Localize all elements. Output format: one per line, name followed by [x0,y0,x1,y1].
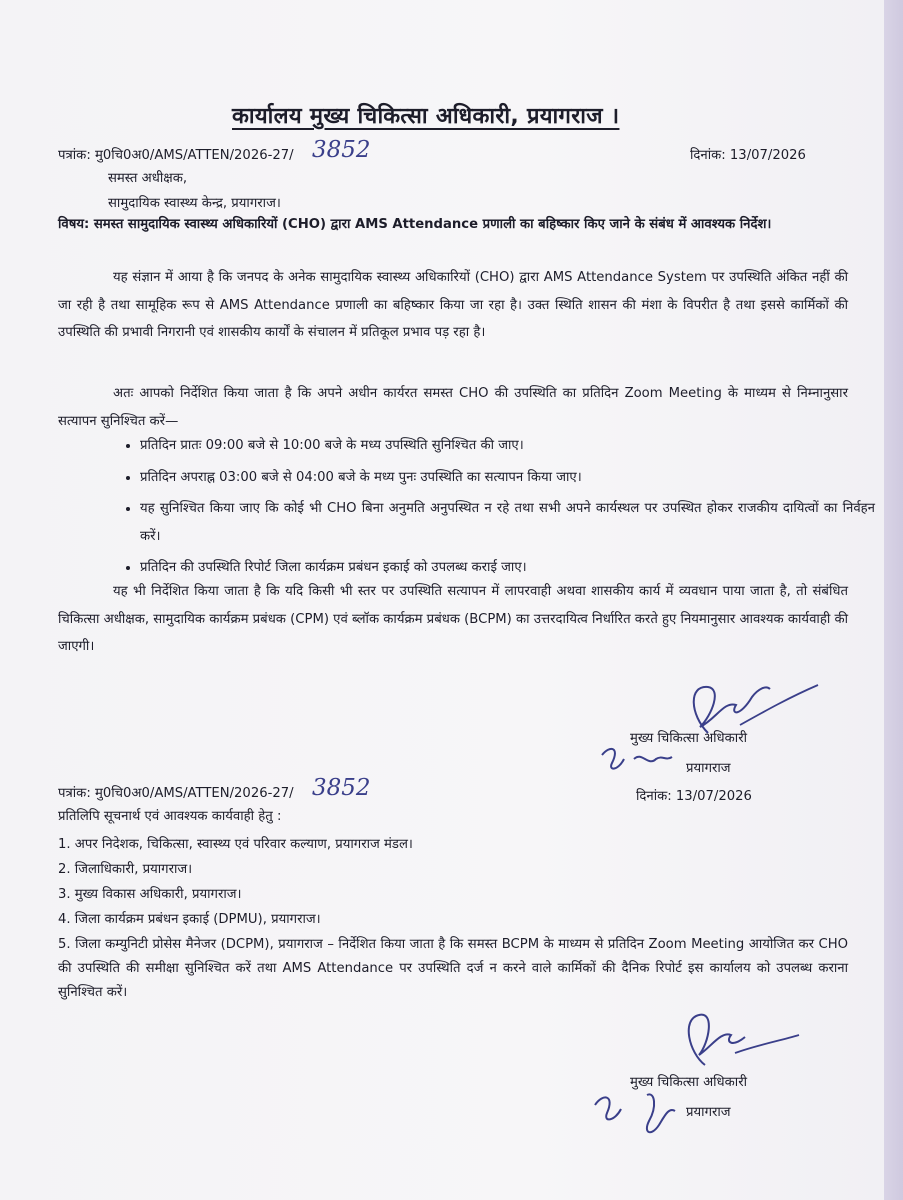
instruction-item: • प्रतिदिन प्रातः 09:00 बजे से 10:00 बजे के मध्य उपस्थिति सुनिश्चित की जाए। [140,432,875,460]
instruction-item: • प्रतिदिन अपराह्न 03:00 बजे से 04:00 बजे के मध्य पुनः उपस्थिति का सत्यापन किया जाए। [140,464,875,492]
date-label: दिनांक: 13/07/2026 [690,148,806,163]
signatory-designation: मुख्य चिकित्सा अधिकारी [630,731,748,746]
copy-item: 3. मुख्य विकास अधिकारी, प्रयागराज। [58,887,242,902]
signatory-place: प्रयागराज [686,1105,731,1120]
copy-handwritten-ref-number: 3852 [312,775,371,801]
instruction-item: • यह सुनिश्चित किया जाए कि कोई भी CHO बिना अनुमति अनुपस्थित न रहे तथा सभी अपने कार्यस्थल पर उपस्थित होकर राजकीय दायित्वों का निर्वहन करें। [140,495,875,550]
copy-reference-prefix: पत्रांक: मु0चि0अ0/AMS/ATTEN/2026-27/ [58,786,294,801]
copy-item: 2. जिलाधिकारी, प्रयागराज। [58,862,193,877]
handwritten-signature-icon [585,995,815,1145]
instruction-list [110,432,875,586]
background-edge [884,0,903,1200]
subject-line: विषय: समस्त सामुदायिक स्वास्थ्य अधिकारियों (CHO) द्वारा AMS Attendance प्रणाली का बहिष्कार किए जाने के संबंध में आवश्यक निर्देश। [58,217,772,232]
copy-item: 5. जिला कम्युनिटी प्रोसेस मैनेजर (DCPM), प्रयागराज – निर्देशित किया जाता है कि समस्त BCPM के माध्यम से प्रतिदिन Zoom Meeting आयोजित कर CHO की उपस्थिति की समीक्षा सुनिश्चित करें तथा AMS Attendance पर उपस्थिति दर्ज न करने वाले कार्मिकों की दैनिक रिपोर्ट इस कार्यालय को उपलब्ध कराना सुनिश्चित करें। [58,937,848,1000]
body-paragraph-3: यह भी निर्देशित किया जाता है कि यदि किसी भी स्तर पर उपस्थिति सत्यापन में लापरवाही अथवा शासकीय कार्य में व्यवधान पाया जाता है, तो संबंधित चिकित्सा अधीक्षक, सामुदायिक कार्यक्रम प्रबंधक (CPM) एवं ब्लॉक कार्यक्रम प्रबंधक (BCPM) का उत्तरदायित्व निर्धारित करते हुए नियमानुसार आवश्यक कार्यवाही की जाएगी। [58,584,848,654]
reference-prefix: पत्रांक: मु0चि0अ0/AMS/ATTEN/2026-27/ [58,148,294,163]
addressee-line-2: सामुदायिक स्वास्थ्य केन्द्र, प्रयागराज। [108,196,281,211]
office-title: कार्यालय मुख्य चिकित्सा अधिकारी, प्रयागराज । [232,104,620,129]
reference-number [58,145,294,163]
signatory-place: प्रयागराज [686,761,731,776]
copy-item: 4. जिला कार्यक्रम प्रबंधन इकाई (DPMU), प्रयागराज। [58,912,321,927]
addressee-line-1: समस्त अधीक्षक, [108,171,188,186]
body-paragraph-1: यह संज्ञान में आया है कि जनपद के अनेक सामुदायिक स्वास्थ्य अधिकारियों (CHO) द्वारा AMS Attendance System पर उपस्थिति अंकित नहीं की जा रही है तथा सामूहिक रूप से AMS Attendance प्रणाली का बहिष्कार किया जा रहा है। उक्त स्थिति शासन की मंशा के विपरीत है तथा इससे कार्मिकों की उपस्थिति की प्रभावी निगरानी एवं शासकीय कार्यों के संचालन में प्रतिकूल प्रभाव पड़ रहा है। [58,270,848,340]
copy-date-label: दिनांक: 13/07/2026 [636,789,752,804]
signatory-designation: मुख्य चिकित्सा अधिकारी [630,1075,748,1090]
copy-item: 1. अपर निदेशक, चिकित्सा, स्वास्थ्य एवं परिवार कल्याण, प्रयागराज मंडल। [58,837,413,852]
instruction-item: • प्रतिदिन की उपस्थिति रिपोर्ट जिला कार्यक्रम प्रबंधन इकाई को उपलब्ध कराई जाए। [140,554,875,582]
body-paragraph-2: अतः आपको निर्देशित किया जाता है कि अपने अधीन कार्यरत समस्त CHO की उपस्थिति का प्रतिदिन Zoom Meeting के माध्यम से निम्नानुसार सत्यापन सुनिश्चित करें— [58,386,848,429]
handwritten-ref-number: 3852 [312,137,371,163]
copy-intro: प्रतिलिपि सूचनार्थ एवं आवश्यक कार्यवाही हेतु : [58,809,282,824]
